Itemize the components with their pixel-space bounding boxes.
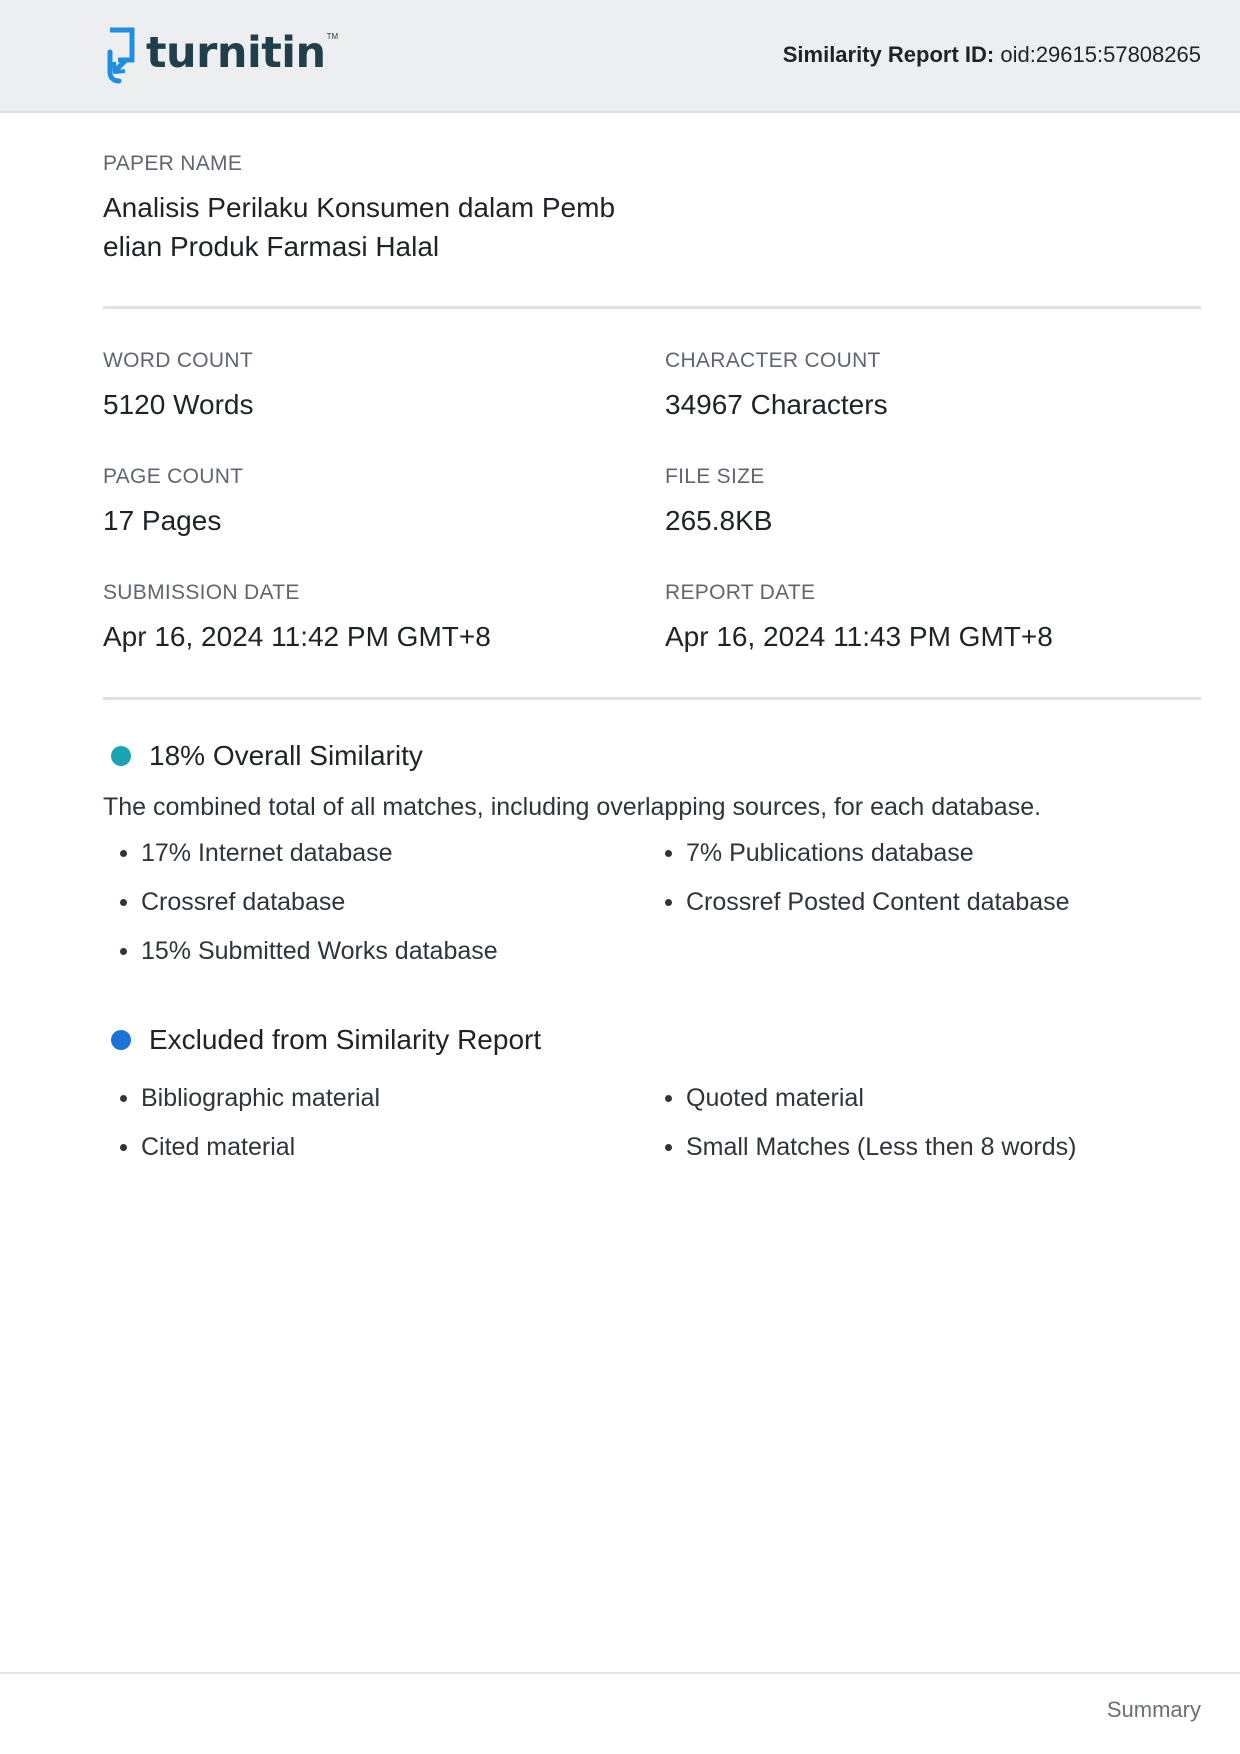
overall-similarity-title: 18% Overall Similarity — [149, 740, 423, 771]
list-item: Quoted material — [665, 1084, 864, 1113]
submission-date-value: Apr 16, 2024 11:42 PM GMT+8 — [103, 621, 491, 652]
file-size-value: 265.8KB — [665, 505, 773, 536]
report-header — [0, 0, 1240, 113]
file-size-label: FILE SIZE — [665, 465, 765, 488]
bullet-icon — [665, 899, 672, 906]
turnitin-logo — [102, 24, 338, 88]
bullet-icon — [665, 850, 672, 857]
word-count-label: WORD COUNT — [103, 349, 253, 372]
footer-summary-label: Summary — [1106, 1697, 1201, 1722]
list-item: Crossref Posted Content database — [665, 888, 1070, 917]
report-id-label: Similarity Report ID: — [782, 42, 995, 67]
list-item: Cited material — [120, 1133, 295, 1162]
page-count-value: 17 Pages — [103, 505, 222, 536]
paper-name-line-1: Analisis Perilaku Konsumen dalam Pemb — [103, 192, 616, 223]
similarity-dot-icon — [111, 746, 131, 766]
word-count-value: 5120 Words — [103, 389, 254, 420]
list-item: 15% Submitted Works database — [120, 937, 498, 966]
similarity-report-id — [783, 42, 1201, 68]
bullet-icon — [120, 1095, 127, 1102]
paper-name — [103, 188, 663, 266]
submission-date-label: SUBMISSION DATE — [103, 581, 300, 604]
similarity-description: The combined total of all matches, including overlapping sources, for each database. — [103, 793, 1042, 821]
character-count-label: CHARACTER COUNT — [665, 349, 881, 372]
logo-trademark: TM — [326, 31, 339, 41]
page-count-label: PAGE COUNT — [103, 465, 244, 488]
excluded-dot-icon — [111, 1030, 131, 1050]
bullet-icon — [120, 1144, 127, 1151]
bullet-icon — [120, 850, 127, 857]
overall-similarity-heading — [111, 740, 423, 772]
bullet-icon — [665, 1095, 672, 1102]
report-date-label: REPORT DATE — [665, 581, 816, 604]
paper-name-label: PAPER NAME — [103, 152, 243, 175]
bullet-icon — [120, 948, 127, 955]
list-item: 7% Publications database — [665, 839, 974, 868]
bullet-icon — [665, 1144, 672, 1151]
list-item: Small Matches (Less then 8 words) — [665, 1133, 1076, 1162]
footer-divider — [0, 1672, 1240, 1674]
excluded-title: Excluded from Similarity Report — [149, 1024, 542, 1055]
list-item: 17% Internet database — [120, 839, 393, 868]
divider — [103, 306, 1201, 309]
excluded-heading — [111, 1024, 541, 1056]
paper-name-line-2: elian Produk Farmasi Halal — [103, 231, 440, 262]
character-count-value: 34967 Characters — [665, 389, 888, 420]
divider — [103, 697, 1201, 700]
bullet-icon — [120, 899, 127, 906]
logo-wordmark: turnitin — [146, 28, 326, 78]
report-id-value: oid:29615:57808265 — [1000, 42, 1201, 67]
list-item: Crossref database — [120, 888, 345, 917]
turnitin-logo-icon — [102, 26, 140, 86]
report-date-value: Apr 16, 2024 11:43 PM GMT+8 — [665, 621, 1053, 652]
list-item: Bibliographic material — [120, 1084, 380, 1113]
